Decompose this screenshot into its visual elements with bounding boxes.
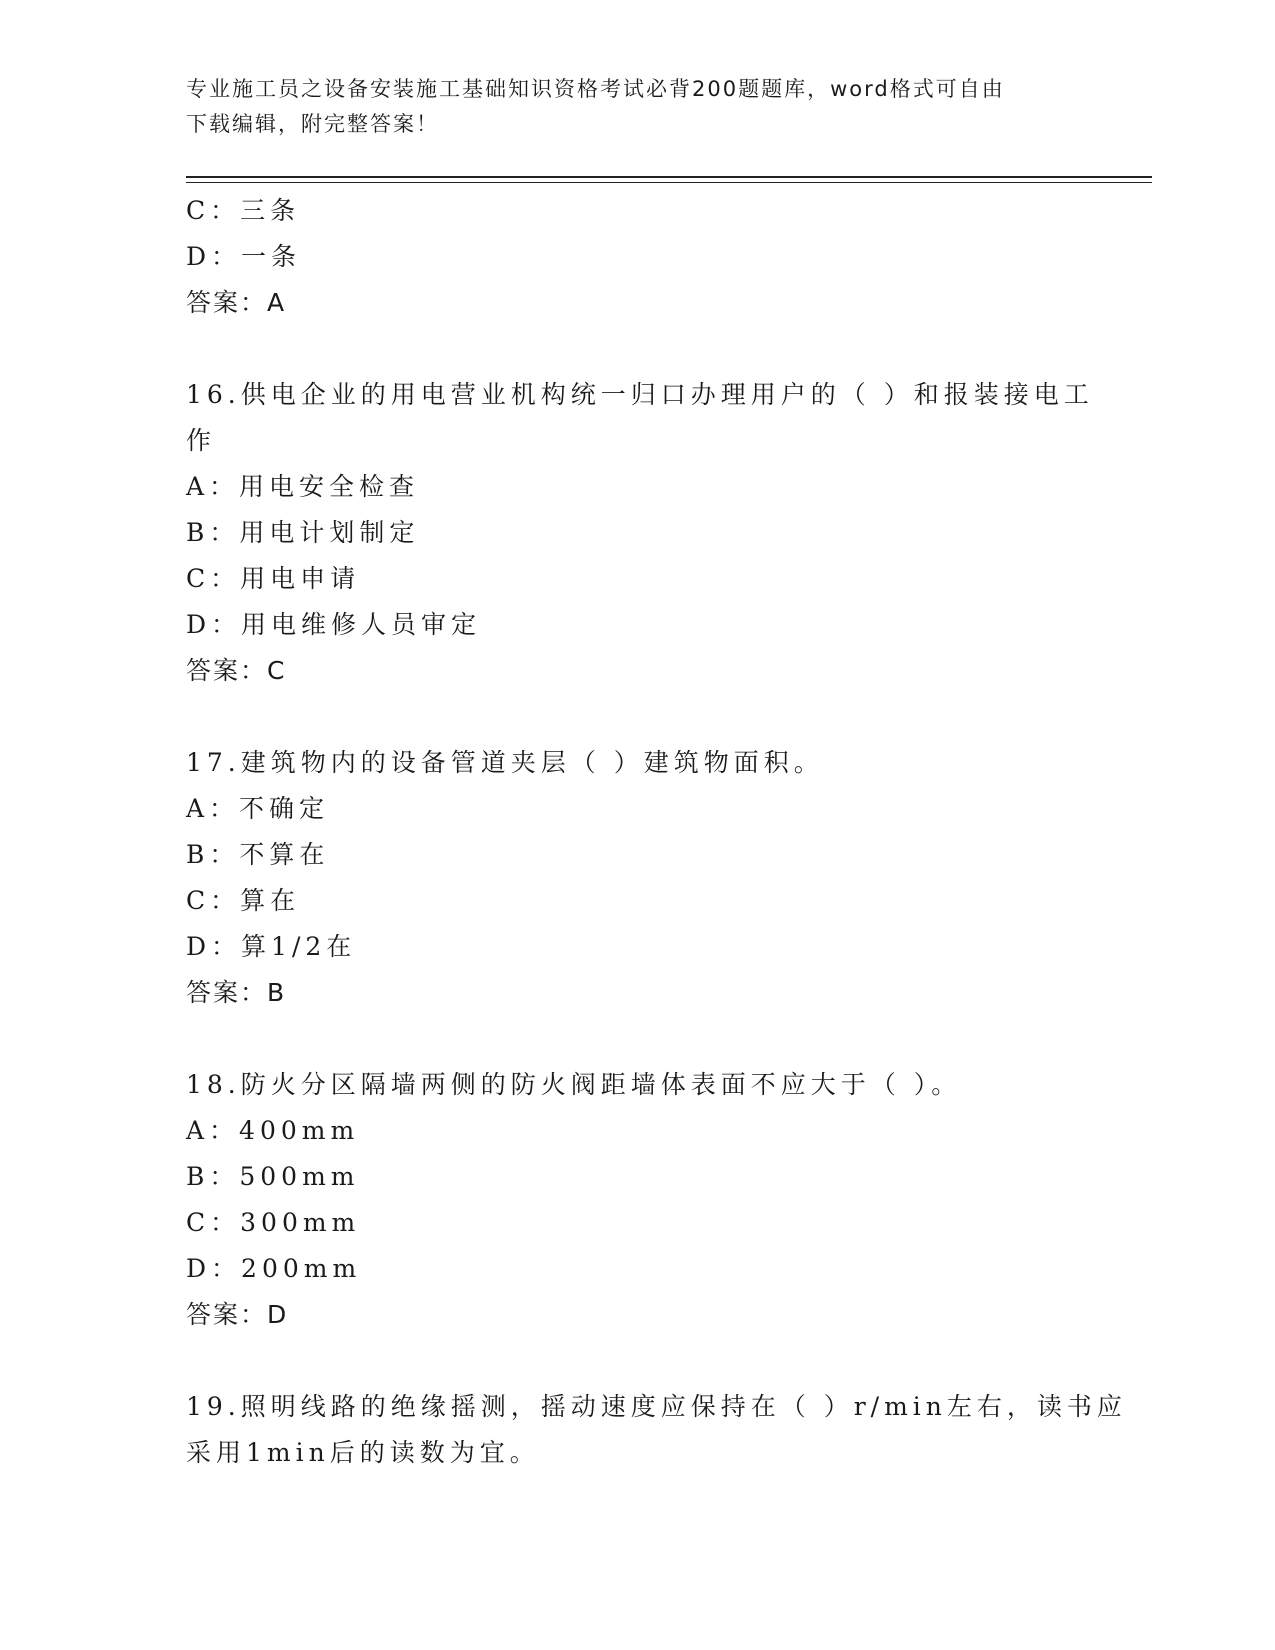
question-stem: 19.照明线路的绝缘摇测，摇动速度应保持在（ ）r/min左右，读书应	[186, 1392, 1127, 1421]
question-17	[186, 740, 1086, 1016]
spacer	[186, 694, 1086, 740]
question-stem: 17.建筑物内的设备管道夹层（ ）建筑物面积。	[186, 748, 824, 777]
option-a: A：用电安全检查	[186, 472, 420, 501]
question-stem-continued: 采用1min后的读数为宜。	[186, 1438, 540, 1467]
question-18	[186, 1062, 1086, 1338]
header-line-2: 下载编辑，附完整答案！	[186, 112, 439, 136]
spacer	[186, 1338, 1086, 1384]
option-c: C：三条	[186, 196, 301, 225]
answer-line: 答案：D	[186, 1300, 289, 1329]
option-b: B：不算在	[186, 840, 330, 869]
option-c: C：300mm	[186, 1208, 361, 1237]
question-19	[186, 1384, 1127, 1476]
option-a: A：不确定	[186, 794, 330, 823]
page-header	[186, 72, 1066, 142]
option-b: B：用电计划制定	[186, 518, 420, 547]
question-16	[186, 372, 1094, 694]
answer-line: 答案：A	[186, 288, 287, 317]
question-stem-continued: 作	[186, 426, 217, 455]
option-d: D：一条	[186, 242, 302, 271]
carryover-question	[186, 188, 1086, 326]
spacer	[186, 1016, 1086, 1062]
spacer	[186, 326, 1086, 372]
option-b: B：500mm	[186, 1162, 360, 1191]
question-stem: 16.供电企业的用电营业机构统一归口办理用户的（ ）和报装接电工	[186, 380, 1094, 409]
header-line-1: 专业施工员之设备安装施工基础知识资格考试必背200题题库，word格式可自由	[186, 77, 1005, 101]
option-d: D：200mm	[186, 1254, 362, 1283]
header-rule-thin	[186, 182, 1152, 183]
option-d: D：用电维修人员审定	[186, 610, 482, 639]
option-c: C：算在	[186, 886, 301, 915]
option-c: C：用电申请	[186, 564, 361, 593]
option-a: A：400mm	[186, 1116, 360, 1145]
answer-line: 答案：B	[186, 978, 287, 1007]
header-rule-thick	[186, 176, 1152, 178]
answer-line: 答案：C	[186, 656, 287, 685]
question-list	[186, 188, 1127, 1476]
option-d: D：算1/2在	[186, 932, 357, 961]
question-stem: 18.防火分区隔墙两侧的防火阀距墙体表面不应大于（ ）。	[186, 1070, 962, 1099]
